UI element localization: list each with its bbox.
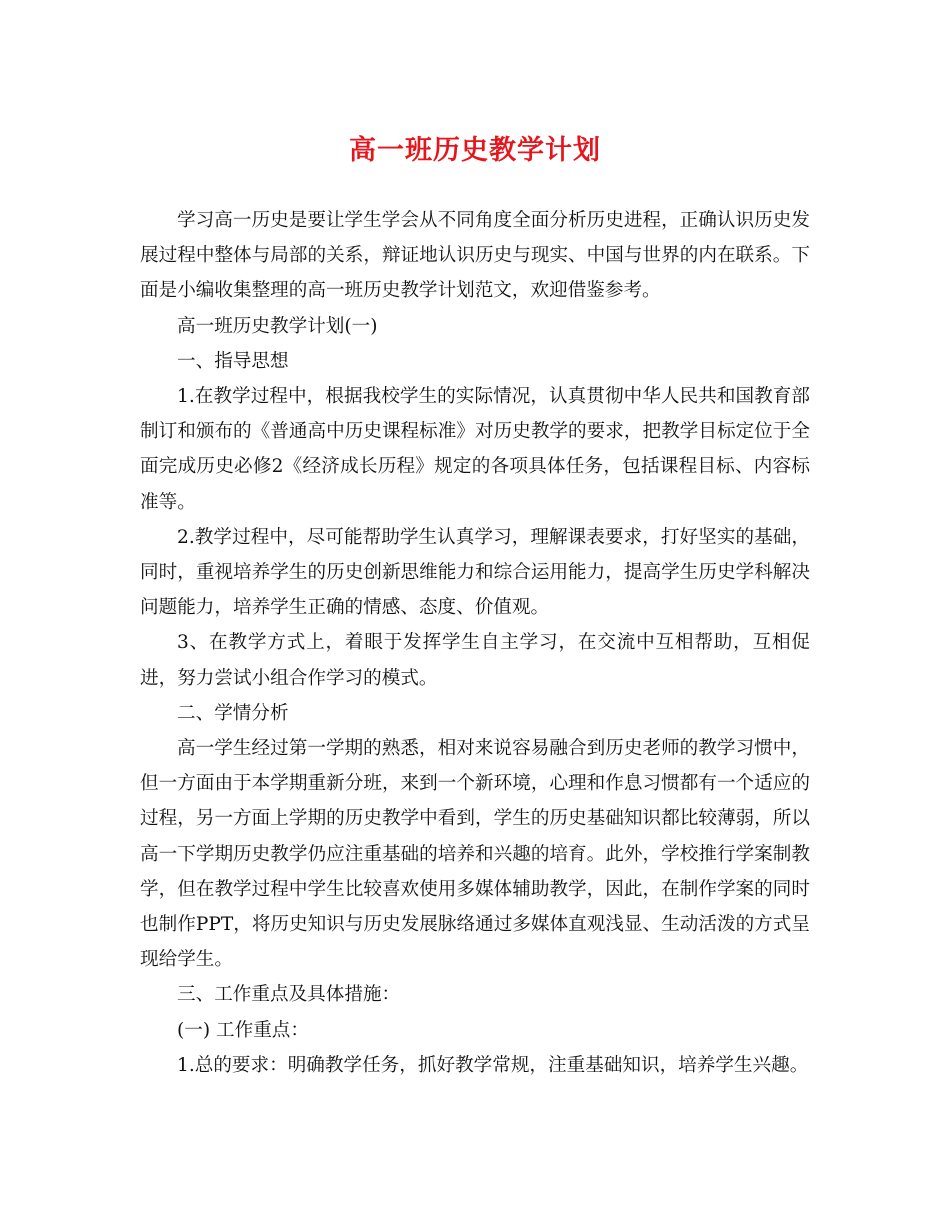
intro-paragraph: 学习高一历史是要让学生学会从不同角度全面分析历史进程，正确认识历史发展过程中整体与局部的关系，辩证地认识历史与现实、中国与世界的内在联系。下面是小编收集整理的高一班历史教学计划范文，欢迎借鉴参考。 [140,210,810,302]
section-heading-student-analysis: 二、学情分析 [177,702,289,724]
student-analysis-paragraph: 高一学生经过第一学期的熟悉，相对来说容易融合到历史老师的教学习惯中，但一方面由于本学期重新分班，来到一个新环境，心理和作息习惯都有一个适应的过程，另一方面上学期的历史教学中看到，学生的历史基础知识都比较薄弱，所以高一下学期历史教学仍应注重基础的培养和兴趣的培育。此外，学校推行学案制教学，但在教学过程中学生比较喜欢使用多媒体辅助教学，因此，在制作学案的同时也制作PPT，将历史知识与历史发展脉络通过多媒体直观浅显、生动活泼的方式呈现给学生。 [140,738,810,971]
plan-heading: 高一班历史教学计划(一) [177,315,378,337]
section-heading-guiding-ideology: 一、指导思想 [177,350,289,372]
section-heading-work-focus: 三、工作重点及具体措施： [177,984,401,1006]
paragraph-item-1: 1.在教学过程中，根据我校学生的实际情况，认真贯彻中华人民共和国教育部制订和颁布的《普通高中历史课程标准》对历史教学的要求，把教学目标定位于全面完成历史必修2《经济成长历程》规定的各项具体任务，包括课程目标、内容标准等。 [140,386,810,513]
document-title: 高一班历史教学计划 [349,135,601,166]
paragraph-item-2: 2.教学过程中，尽可能帮助学生认真学习，理解课表要求，打好坚实的基础，同时，重视培养学生的历史创新思维能力和综合运用能力，提高学生历史学科解决问题能力，培养学生正确的情感、态度、价值观。 [140,526,810,619]
paragraph-item-3: 3、在教学方式上，着眼于发挥学生自主学习，在交流中互相帮助，互相促进，努力尝试小组合作学习的模式。 [140,632,810,689]
subsection-heading-work-focus: (一) 工作重点： [177,1019,309,1041]
paragraph-general-requirement: 1.总的要求：明确教学任务，抓好教学常规，注重基础知识，培养学生兴趣。 [177,1054,809,1076]
document-body [140,203,810,1083]
